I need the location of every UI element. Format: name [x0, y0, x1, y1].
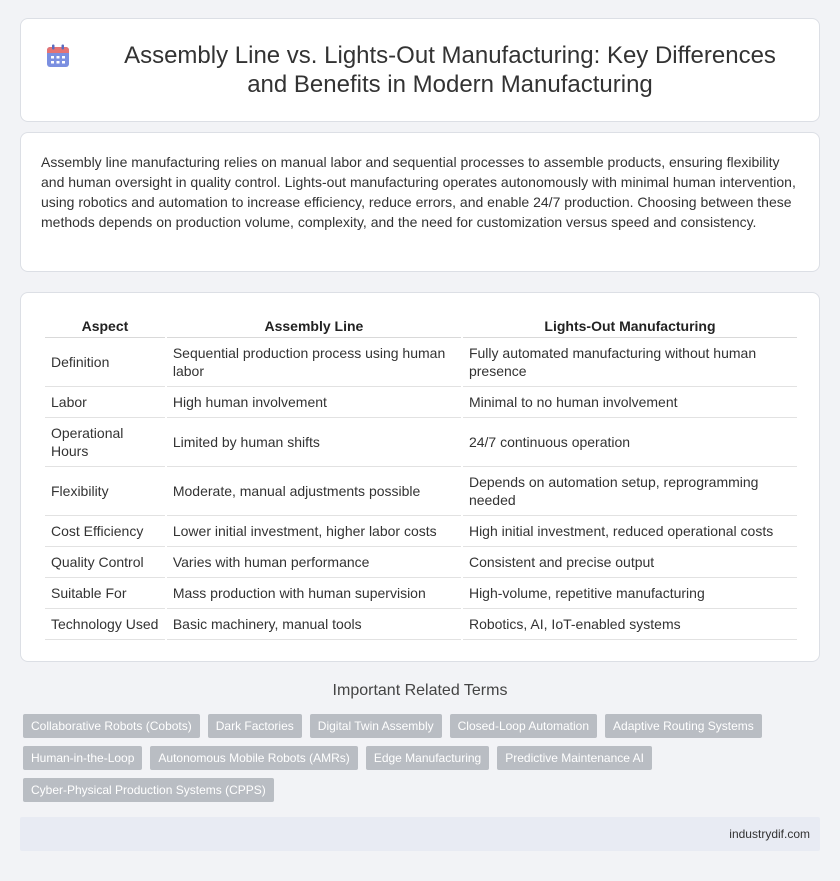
table-row [45, 516, 797, 547]
footer-site-link[interactable]: industrydif.com [729, 827, 810, 841]
term-tag[interactable]: Human-in-the-Loop [23, 746, 142, 770]
row-lights-out: Robotics, AI, IoT-enabled systems [463, 609, 797, 640]
calendar-icon [45, 43, 71, 69]
table-row [45, 418, 797, 467]
row-lights-out: 24/7 continuous operation [463, 418, 797, 467]
related-terms-title: Important Related Terms [332, 682, 508, 699]
row-lights-out: High initial investment, reduced operational costs [463, 516, 797, 547]
row-aspect: Operational Hours [45, 418, 165, 467]
comparison-table-card [20, 292, 820, 662]
row-aspect: Cost Efficiency [45, 516, 165, 547]
footer [20, 817, 820, 851]
term-tag[interactable]: Dark Factories [208, 714, 302, 738]
row-lights-out: High-volume, repetitive manufacturing [463, 578, 797, 609]
table-row [45, 547, 797, 578]
term-tag[interactable]: Adaptive Routing Systems [605, 714, 762, 738]
page-title: Assembly Line vs. Lights-Out Manufacturing: Key Differences and Benefits in Modern Manufacturing [124, 42, 776, 98]
row-assembly-line: Lower initial investment, higher labor costs [167, 516, 461, 547]
term-tag[interactable]: Digital Twin Assembly [310, 714, 442, 738]
row-aspect: Technology Used [45, 609, 165, 640]
table-row [45, 338, 797, 387]
term-tag[interactable]: Autonomous Mobile Robots (AMRs) [150, 746, 357, 770]
table-row [45, 578, 797, 609]
row-aspect: Definition [45, 338, 165, 387]
row-aspect: Labor [45, 387, 165, 418]
table-header-row [45, 315, 797, 338]
row-lights-out: Minimal to no human involvement [463, 387, 797, 418]
term-tag[interactable]: Closed-Loop Automation [450, 714, 597, 738]
row-assembly-line: Sequential production process using human labor [167, 338, 461, 387]
row-assembly-line: Limited by human shifts [167, 418, 461, 467]
header-lights-out: Lights-Out Manufacturing [463, 315, 797, 338]
intro-paragraph: Assembly line manufacturing relies on manual labor and sequential processes to assemble products, ensuring flexibility and human oversight in quality control. Lights-out manufacturing operates autonomously with minimal human intervention, using robotics and automation to increase efficiency, reduce errors, and enable 24/7 production. Choosing between these methods depends on production volume, complexity, and the need for customization versus speed and consistency. [41, 154, 796, 230]
header-card [20, 18, 820, 122]
row-assembly-line: High human involvement [167, 387, 461, 418]
row-assembly-line: Varies with human performance [167, 547, 461, 578]
term-tag[interactable]: Cyber-Physical Production Systems (CPPS) [23, 778, 274, 802]
row-aspect: Quality Control [45, 547, 165, 578]
row-aspect: Suitable For [45, 578, 165, 609]
term-tag[interactable]: Edge Manufacturing [366, 746, 489, 770]
row-lights-out: Depends on automation setup, reprogramming needed [463, 467, 797, 516]
intro-card [20, 132, 820, 272]
table-row [45, 467, 797, 516]
row-assembly-line: Basic machinery, manual tools [167, 609, 461, 640]
term-tag[interactable]: Collaborative Robots (Cobots) [23, 714, 200, 738]
related-terms-list [23, 714, 823, 802]
row-lights-out: Fully automated manufacturing without human presence [463, 338, 797, 387]
row-lights-out: Consistent and precise output [463, 547, 797, 578]
row-aspect: Flexibility [45, 467, 165, 516]
comparison-table [43, 315, 799, 640]
table-row [45, 387, 797, 418]
term-tag[interactable]: Predictive Maintenance AI [497, 746, 652, 770]
header-assembly-line: Assembly Line [167, 315, 461, 338]
row-assembly-line: Moderate, manual adjustments possible [167, 467, 461, 516]
table-row [45, 609, 797, 640]
row-assembly-line: Mass production with human supervision [167, 578, 461, 609]
header-aspect: Aspect [45, 315, 165, 338]
